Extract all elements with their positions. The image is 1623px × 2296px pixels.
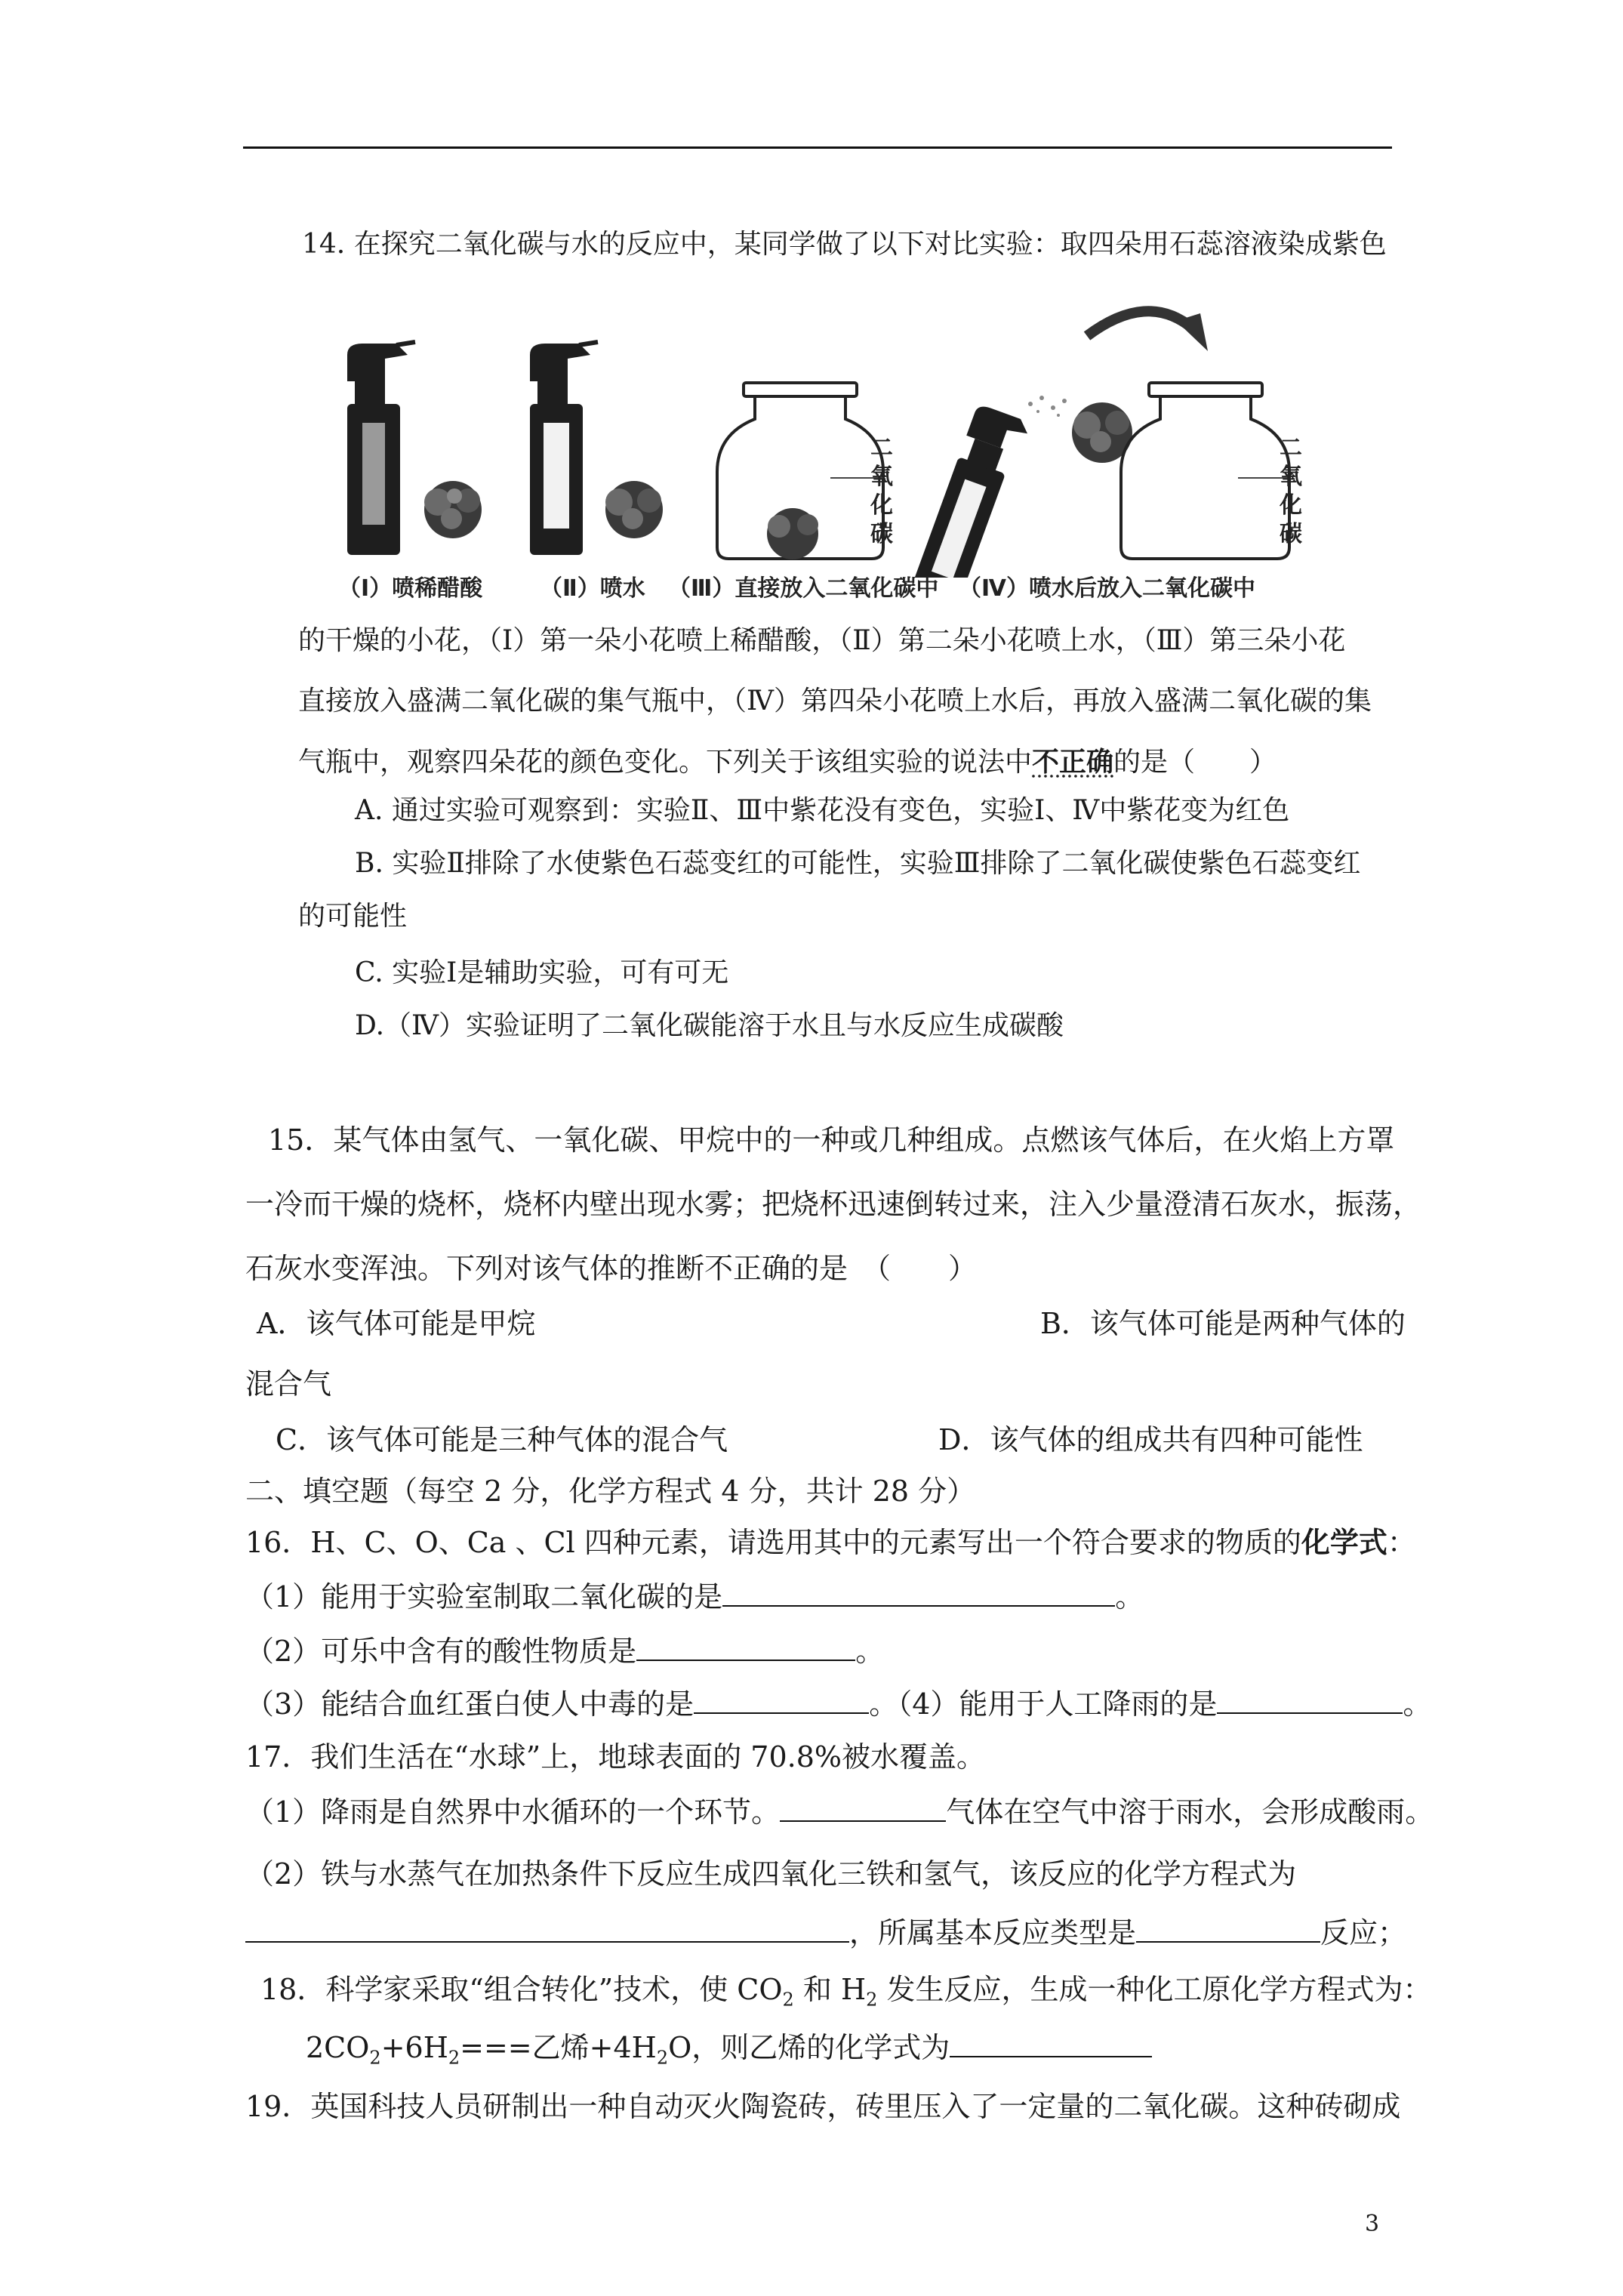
q15-option-d: D．该气体的组成共有四种可能性 xyxy=(938,1423,1363,1456)
q19-line1: 19．英国科技人员研制出一种自动灭火陶瓷砖，砖里压入了一定量的二氧化碳。这种砖砌成 xyxy=(245,2090,1401,2123)
q15-option-b-cont: 混合气 xyxy=(245,1367,332,1401)
q15-line3: 石灰水变浑浊。下列对该气体的推断不正确的是 （ ） xyxy=(245,1252,978,1285)
q15-option-c: C．该气体可能是三种气体的混合气 xyxy=(276,1423,728,1456)
q15-option-b: B．该气体可能是两种气体的 xyxy=(1040,1307,1406,1340)
spray-mist-icon xyxy=(1028,396,1067,417)
answer-blank-17-type[interactable] xyxy=(1136,1914,1320,1943)
answer-blank-17-1[interactable] xyxy=(780,1793,946,1822)
answer-blank-16-2[interactable] xyxy=(636,1632,855,1661)
answer-blank-18[interactable] xyxy=(950,2029,1152,2057)
spray-bottle-1-icon xyxy=(347,342,415,555)
answer-blank-16-4[interactable] xyxy=(1217,1685,1403,1714)
q14-option-c: C. 实验Ⅰ是辅助实验，可有可无 xyxy=(355,957,729,988)
flower-1-icon xyxy=(424,481,482,538)
q14-line2: 的干燥的小花，（Ⅰ）第一朵小花喷上稀醋酸，（Ⅱ）第二朵小花喷上水，（Ⅲ）第三朵小花 xyxy=(298,625,1346,656)
q16-sub1: （1）能用于实验室制取二氧化碳的是 。 xyxy=(245,1578,1144,1616)
q17-sub1: （1）降雨是自然界中水循环的一个环节。 气体在空气中溶于雨水，会形成酸雨。 xyxy=(245,1793,1434,1831)
jar-4-label: 二 氧 化 碳 xyxy=(1280,435,1302,547)
q16-stem: 16．H、C、O、Ca 、Cl 四种元素，请选用其中的元素写出一个符合要求的物质的化学式： xyxy=(245,1525,1416,1559)
q17-stem: 17．我们生活在“水球”上，地球表面的 70.8%被水覆盖。 xyxy=(245,1740,986,1774)
caption-2: （Ⅱ）喷水 xyxy=(540,575,645,602)
q18-line1: 18．科学家采取“组合转化”技术，使 $CO_2$ 和 $H_2$ 发生反应，生成一种化工原化学方程式为： xyxy=(260,1973,1432,2011)
q16-sub3-4: （3）能结合血红蛋白使人中毒的是 。（4）能用于人工降雨的是 。 xyxy=(245,1685,1431,1723)
gas-jar-4-icon xyxy=(1121,383,1289,559)
caption-1: （Ⅰ）喷稀醋酸 xyxy=(338,575,483,602)
q15-line1: 15．某气体由氢气、一氧化碳、甲烷中的一种或几种组成。点燃该气体后，在火焰上方罩 xyxy=(268,1123,1395,1157)
caption-3: （Ⅲ）直接放入二氧化碳中 xyxy=(668,575,939,602)
q14-line3: 直接放入盛满二氧化碳的集气瓶中，（Ⅳ）第四朵小花喷上水后，再放入盛满二氧化碳的集 xyxy=(298,686,1372,717)
page-number: 3 xyxy=(1365,2211,1380,2237)
flower-3-icon xyxy=(767,508,818,559)
arrow-icon xyxy=(1087,311,1193,336)
q15-line2: 一冷而干燥的烧杯，烧杯内壁出现水雾；把烧杯迅速倒转过来，注入少量澄清石灰水，振荡， xyxy=(245,1188,1422,1221)
q14-stem-line1: 14. 在探究二氧化碳与水的反应中，某同学做了以下对比实验：取四朵用石蕊溶液染成紫色 xyxy=(302,229,1387,260)
q15-option-a: A．该气体可能是甲烷 xyxy=(257,1307,536,1340)
caption-4: （Ⅳ）喷水后放入二氧化碳中 xyxy=(959,575,1255,602)
answer-blank-17-equation[interactable] xyxy=(245,1914,849,1943)
q17-sub2-answer: ，所属基本反应类型是 反应； xyxy=(245,1914,1406,1952)
q14-emphasis: 不正确 xyxy=(1032,746,1114,778)
answer-blank-16-1[interactable] xyxy=(722,1578,1115,1607)
header-rule xyxy=(243,146,1392,149)
q14-option-d: D.（Ⅳ）实验证明了二氧化碳能溶于水且与水反应生成碳酸 xyxy=(355,1010,1064,1041)
spray-bottle-4-icon xyxy=(910,404,1031,578)
q17-sub2: （2）铁与水蒸气在加热条件下反应生成四氧化三铁和氢气，该反应的化学方程式为 xyxy=(245,1857,1297,1891)
q14-option-a: A. 通过实验可观察到：实验Ⅱ、Ⅲ中紫花没有变色，实验Ⅰ、Ⅳ中紫花变为红色 xyxy=(355,795,1290,826)
q16-sub2: （2）可乐中含有的酸性物质是 。 xyxy=(245,1632,884,1670)
answer-blank-16-3[interactable] xyxy=(694,1685,869,1714)
spray-bottle-2-icon xyxy=(530,342,598,555)
q14-line4: 气瓶中，观察四朵花的颜色变化。下列关于该组实验的说法中不正确的是（ ） xyxy=(298,746,1277,778)
q14-option-b-cont: 的可能性 xyxy=(298,901,408,932)
q18-equation: $2CO_2+6H_2===$乙烯$+4H_2O$，则乙烯的化学式为 xyxy=(306,2029,1152,2066)
jar-3-label: 二 氧 化 碳 xyxy=(870,435,893,547)
flower-2-icon xyxy=(605,481,663,538)
experiment-figure xyxy=(332,298,1329,578)
q14-option-b: B. 实验Ⅱ排除了水使紫色石蕊变红的可能性，实验Ⅲ排除了二氧化碳使紫色石蕊变红 xyxy=(355,848,1361,879)
section-heading: 二、填空题（每空 2 分，化学方程式 4 分，共计 28 分） xyxy=(245,1475,976,1508)
